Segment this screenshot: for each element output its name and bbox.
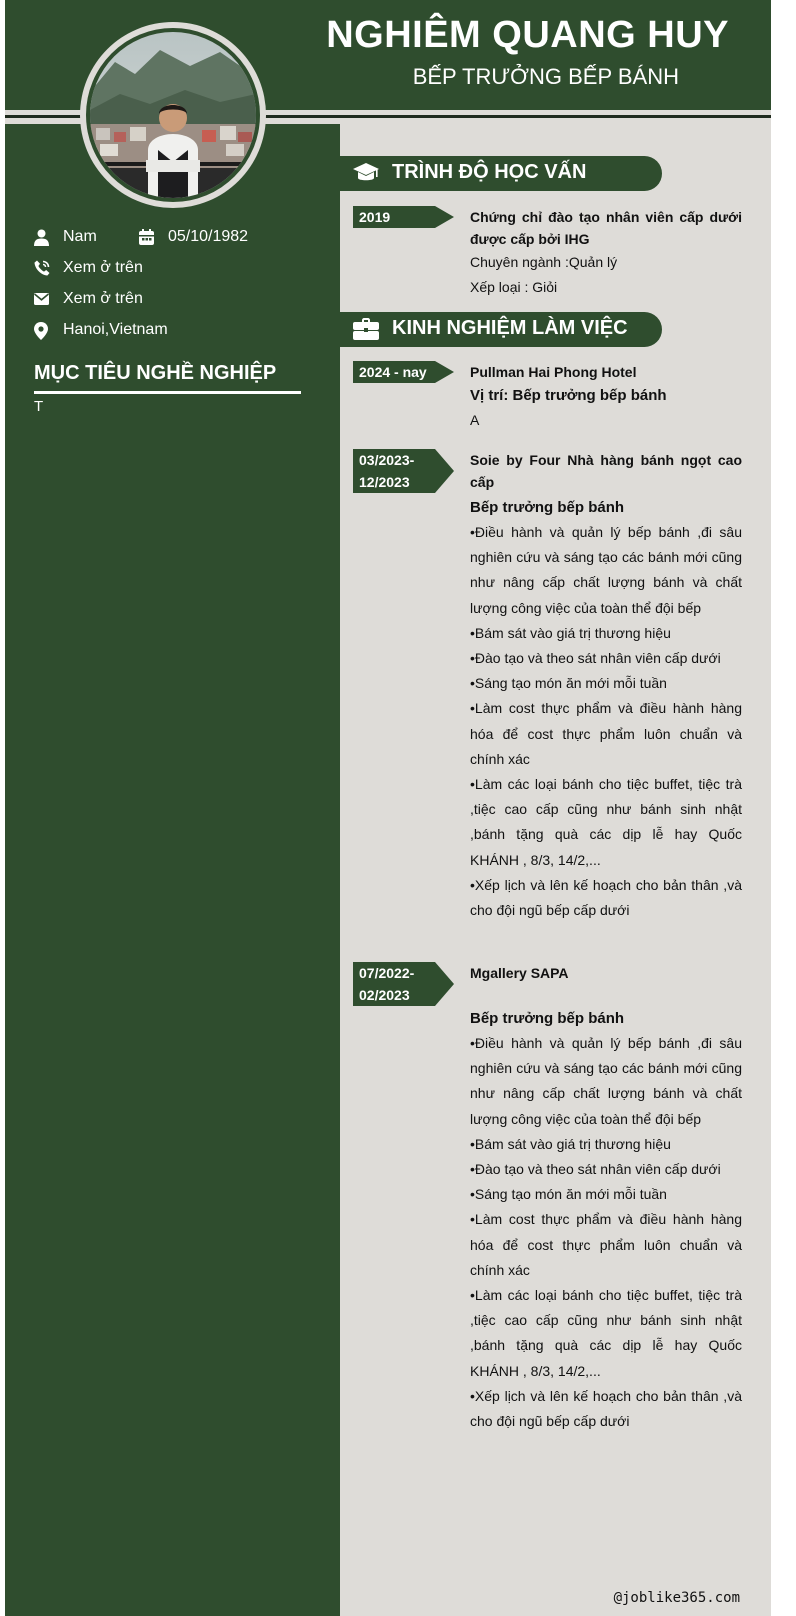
experience-company: Mgallery SAPA [470,965,569,981]
experience-detail: •Đào tạo và theo sát nhân viên cấp dưới [470,1161,721,1178]
experience-company: Soie by Four Nhà hàng bánh ngọt cao cấp [470,452,742,490]
candidate-title: BẾP TRƯỞNG BẾP BÁNH [412,64,679,89]
experience-detail: •Điều hành và quản lý bếp bánh ,đi sâu nghiên cứu và sáng tạo các bánh mới cũng như nâng cấp chất lượng bánh và chất lượng công việc của toàn thể đội bếp [470,1035,742,1127]
user-icon [34,229,49,246]
watermark: @joblike365.com [613,1590,740,1606]
experience-detail: •Sáng tạo món ăn mới mỗi tuần [470,675,667,692]
avatar [80,22,266,208]
experience-detail: •Bám sát vào giá trị thương hiệu [470,1135,671,1152]
experience-role: Vị trí: Bếp trưởng bếp bánh [470,387,667,404]
graduation-cap-icon [353,162,379,184]
experience-detail: •Làm các loại bánh cho tiệc buffet, tiệc trà ,tiệc cao cấp cũng như bánh sinh nhật ,bánh tặng quà các dịp lễ hay Quốc KHÁNH , 8/3, 14/2,... [470,776,742,868]
education-entry [470,206,742,300]
education-header [340,156,662,191]
education-grade: Xếp loại : Giỏi [470,279,558,295]
experience-detail: •Làm cost thực phẩm và điều hành hàng hóa để cost thực phẩm luôn chuẩn và chính xác [470,1211,742,1278]
phone-value: Xem ở trên [63,259,143,276]
experience-title: KINH NGHIỆM LÀM VIỆC [392,317,628,339]
birthday-value: 05/10/1982 [168,228,249,245]
experience-period-start: 07/2022- [359,965,415,981]
experience-period-end: 12/2023 [359,474,410,490]
education-year: 2019 [359,209,391,225]
phone-icon [34,260,50,276]
calendar-icon [139,229,154,245]
experience-role: Bếp trưởng bếp bánh [470,499,625,516]
experience-role: Bếp trưởng bếp bánh [470,1010,625,1027]
experience-detail: A [470,412,480,428]
experience-entry [470,449,742,923]
experience-period: 2024 - nay [359,364,427,380]
experience-detail: •Điều hành và quản lý bếp bánh ,đi sâu nghiên cứu và sáng tạo các bánh mới cũng như nâng cấp chất lượng bánh và chất lượng công việc của toàn thể đội bếp [470,524,742,616]
education-major: Chuyên ngành :Quản lý [470,254,618,270]
experience-detail: •Bám sát vào giá trị thương hiệu [470,624,671,641]
profile-photo [90,32,256,198]
candidate-name: NGHIÊM QUANG HUY [326,14,729,56]
cv-page [5,0,771,1616]
experience-details [470,1031,742,1434]
experience-details [470,520,742,923]
experience-period-start: 03/2023- [359,452,415,468]
experience-period-end: 02/2023 [359,987,410,1003]
experience-detail: •Làm cost thực phẩm và điều hành hàng hóa để cost thực phẩm luôn chuẩn và chính xác [470,700,742,767]
map-pin-icon [34,322,48,340]
experience-detail: •Đào tạo và theo sát nhân viên cấp dưới [470,650,721,667]
briefcase-icon [353,318,379,340]
experience-entry [470,962,742,1434]
education-title: TRÌNH ĐỘ HỌC VẤN [392,161,587,183]
experience-detail: •Làm các loại bánh cho tiệc buffet, tiệc trà ,tiệc cao cấp cũng như bánh sinh nhật ,bánh tặng quà các dịp lễ hay Quốc KHÁNH , 8/3, 14/2,... [470,1287,742,1379]
experience-header [340,312,662,347]
experience-detail: •Xếp lịch và lên kế hoạch cho bản thân ,và cho đội ngũ bếp cấp dưới [470,1387,742,1430]
envelope-icon [34,293,49,306]
experience-detail: •Xếp lịch và lên kế hoạch cho bản thân ,và cho đội ngũ bếp cấp dưới [470,876,742,919]
education-name: Chứng chỉ đào tạo nhân viên cấp dưới được cấp bởi IHG [470,209,742,247]
career-goal-title: MỤC TIÊU NGHỀ NGHIỆP [34,362,277,384]
gender-value: Nam [63,228,97,245]
career-goal-text: T [34,398,44,415]
career-goal-underline [34,391,301,394]
experience-company: Pullman Hai Phong Hotel [470,364,637,380]
email-value: Xem ở trên [63,290,143,307]
sidebar [5,124,340,1616]
experience-entry [470,361,742,433]
experience-detail: •Sáng tạo món ăn mới mỗi tuần [470,1186,667,1203]
address-value: Hanoi,Vietnam [63,321,168,338]
